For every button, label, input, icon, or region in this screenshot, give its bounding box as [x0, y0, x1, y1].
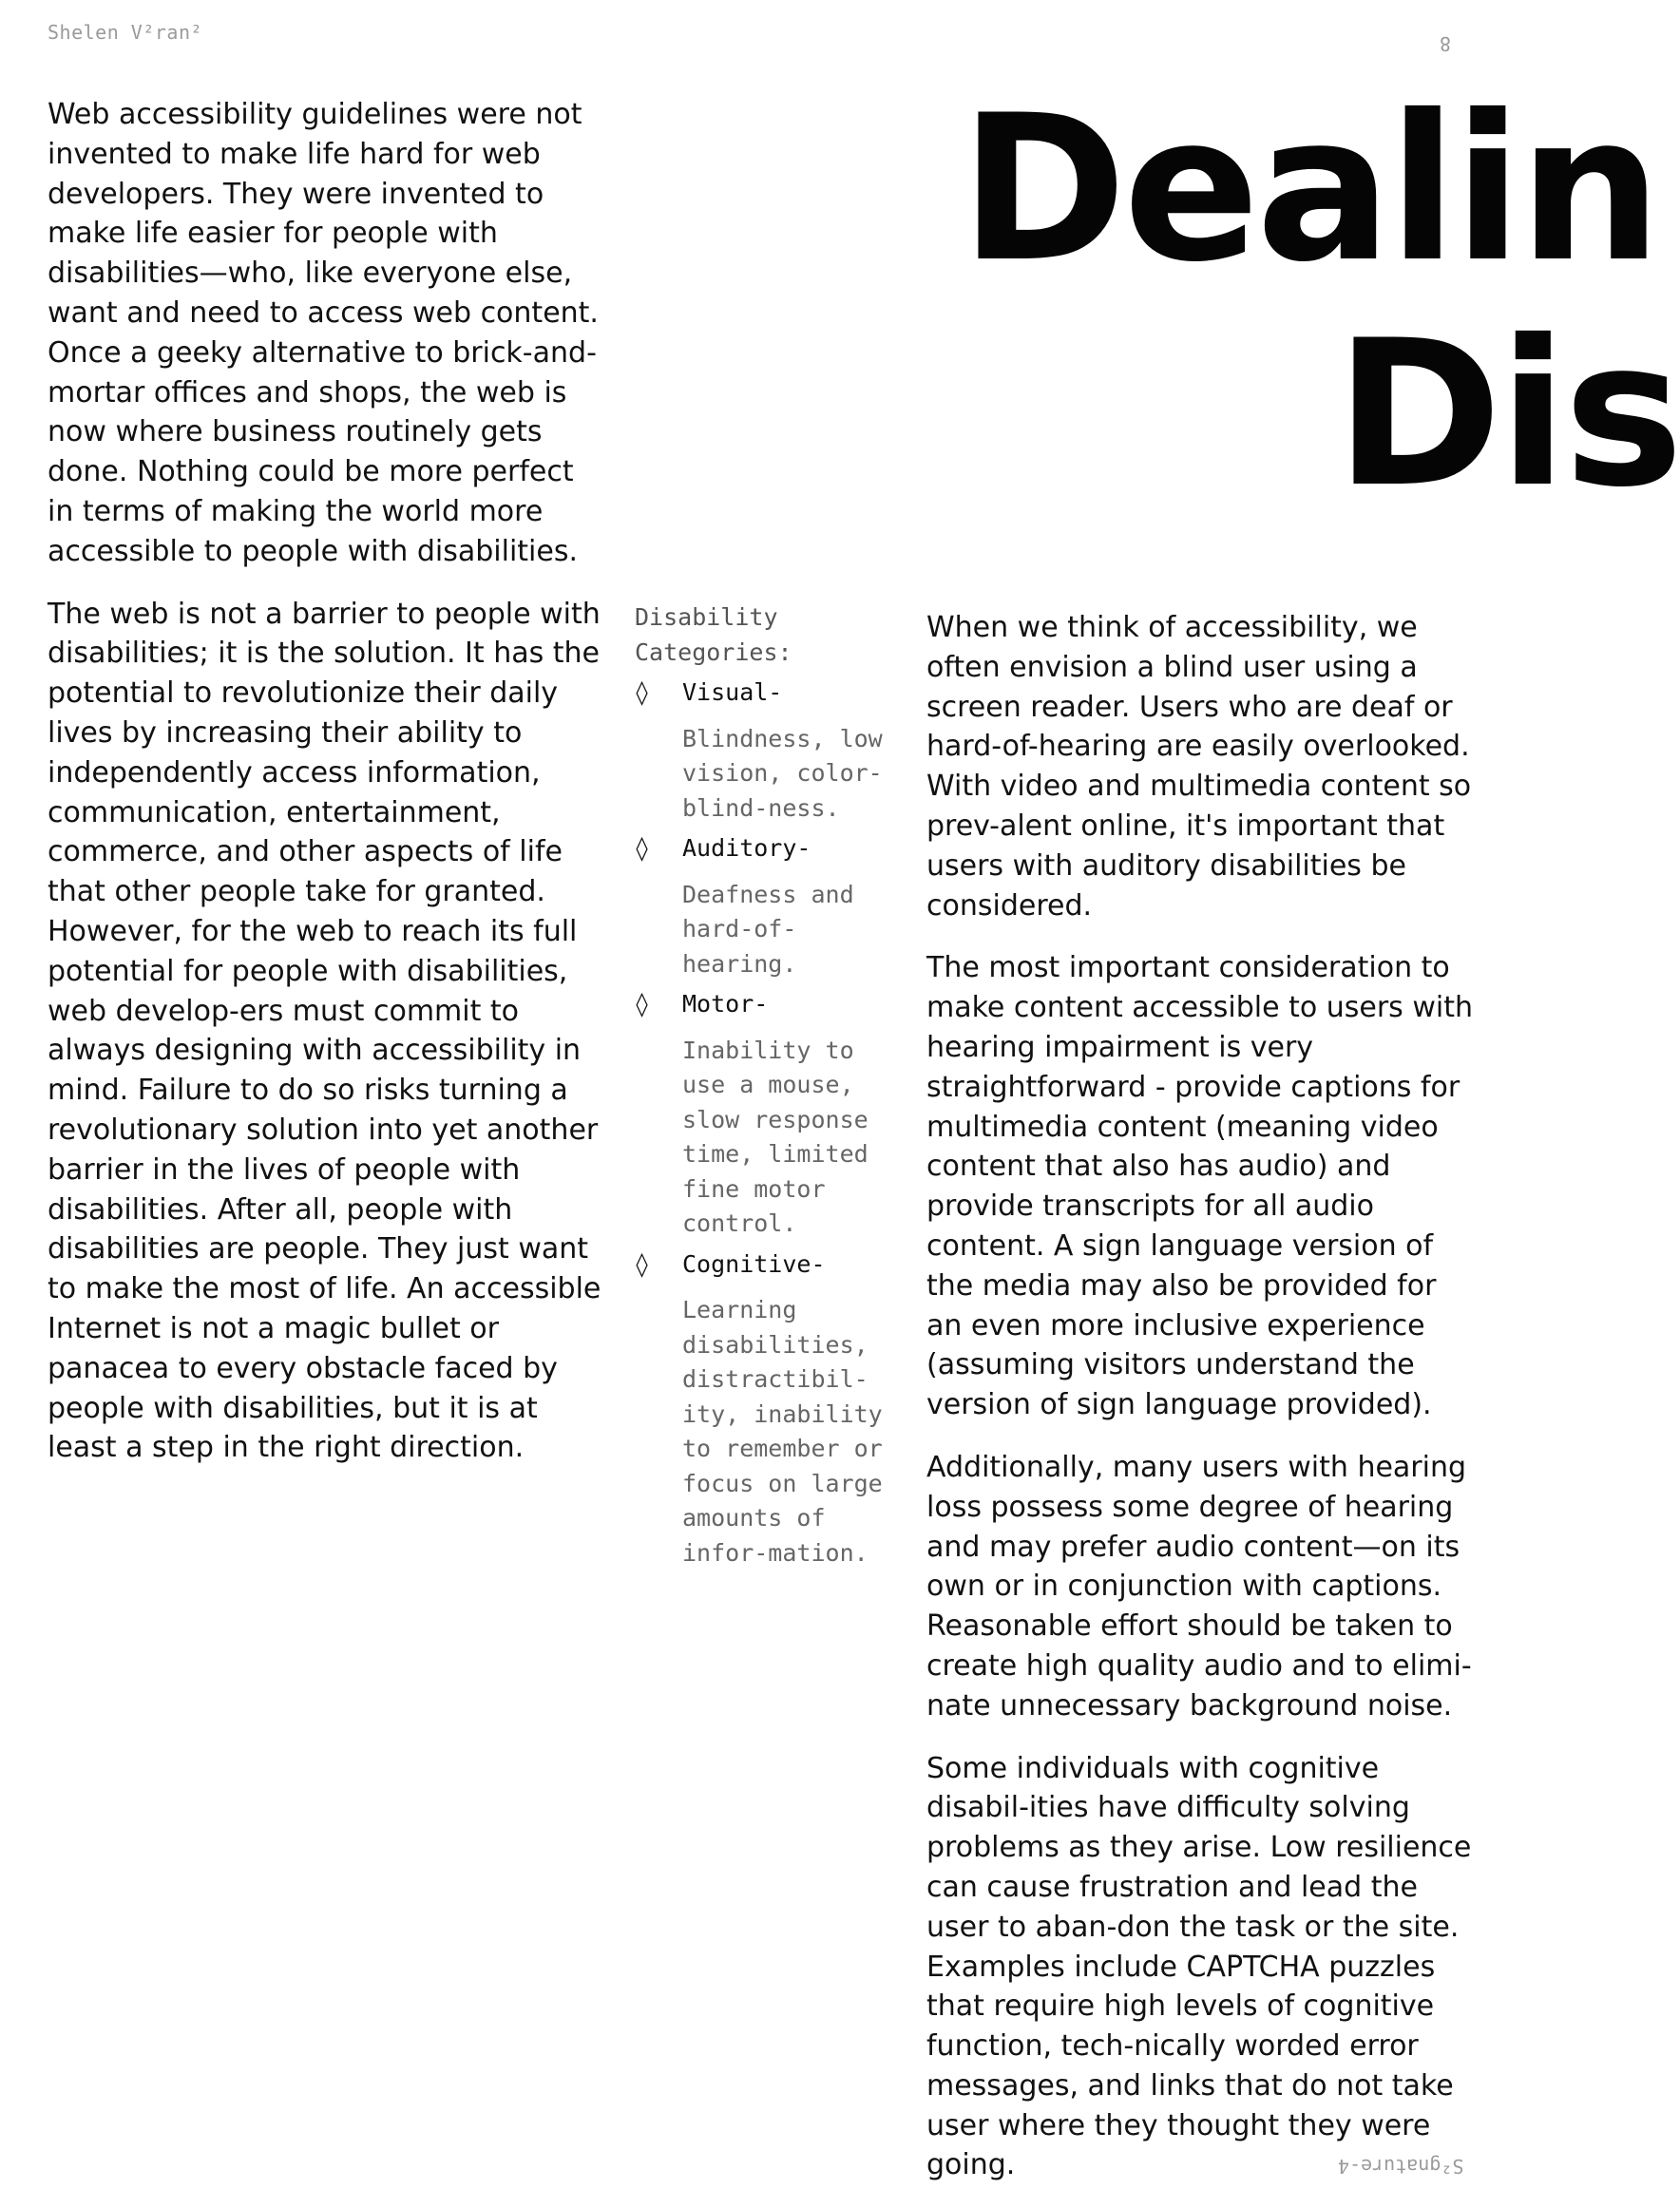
category-auditory — [635, 831, 896, 981]
category-name: Auditory- — [682, 834, 811, 862]
page-title-line-2: Dis — [1335, 296, 1680, 532]
diamond-bullet-icon: ◊ — [635, 1249, 650, 1278]
category-motor — [635, 987, 896, 1242]
page-title — [960, 71, 1680, 532]
category-cognitive — [635, 1247, 896, 1571]
left-column — [48, 95, 608, 1491]
category-name: Cognitive- — [682, 1249, 826, 1278]
page-number: 8 — [1440, 32, 1452, 55]
category-description: Blindness, low vision, color-blind-ness. — [682, 724, 883, 822]
disability-categories-sidebar — [635, 600, 896, 1576]
audio-quality-paragraph: Additionally, many users with hearing loss possess some degree of hearing and may prefer audio content—on its own or in conjunction with captions. Reasonable effort should be taken to create high quality audio and to elimi-nate unnecessary background noise. — [926, 1450, 1472, 1723]
category-description: Inability to use a mouse, slow response time, limited fine motor control. — [682, 1036, 869, 1237]
captions-paragraph: The most important consideration to make content accessible to users with hearing impairment is very straightforward - provide captions for multimedia content (meaning video content that also has audio) and provide transcripts for all audio content. A sign language version of the media may also be provided for an even more inclusive experience (assuming visitors understand the version of sign language provided). — [926, 951, 1473, 1422]
category-visual — [635, 676, 896, 826]
sidebar-heading: Disability Categories: — [635, 603, 792, 666]
category-name: Motor- — [682, 990, 769, 1018]
page-title-line-1: Dealin — [960, 71, 1659, 306]
web-solution-paragraph: The web is not a barrier to people with disabilities; it is the solution. It has the potential to revolutionize their daily lives by increasing their ability to independently access information, communication, entertainment, commerce, and other aspects of life that other people take for granted. However, for the web to reach its full potential for people with disabilities, web develop-ers must commit to always designing with accessibility in mind. Failure to do so risks turning a revolutionary solution into yet another barrier in the lives of people with disabilities. After all, people with disabilities are people. They just want to make the most of life. An accessible Internet is not a magic bullet or panacea to every obstacle faced by people with disabilities, but it is at least a step in the right direction. — [48, 597, 601, 1465]
diamond-bullet-icon: ◊ — [635, 678, 650, 706]
author-name: Shelen V²ran² — [48, 21, 203, 44]
cognitive-paragraph: Some individuals with cognitive disabil-ities have difficulty solving problems as they arise. Low resilience can cause frustration and lead the user to aban-don the task or the site. Examples include CAPTCHA puzzles that require high levels of cognitive function, tech-nically worded error messages, and links that do not take user where they thought they were going. — [926, 1751, 1472, 2182]
category-description: Learning disabilities, distractibil-ity, inability to remember or focus on large amounts of infor-mation. — [682, 1296, 883, 1567]
diamond-bullet-icon: ◊ — [635, 834, 650, 862]
accessibility-overview-paragraph: When we think of accessibility, we often envision a blind user using a screen reader. Users who are deaf or hard-of-hearing are easily overlooked. With video and multimedia content so prev-alent online, it's important that users with auditory disabilities be considered. — [926, 611, 1472, 923]
category-name: Visual- — [682, 678, 783, 706]
signature-mark: S²gnature-4 — [1338, 2155, 1464, 2178]
diamond-bullet-icon: ◊ — [635, 990, 650, 1018]
intro-paragraph: Web accessibility guidelines were not invented to make life hard for web developers. They were invented to make life easier for people with disabilities—who, like everyone else, want and need to access web content. Once a geeky alternative to brick-and-mortar offices and shops, the web is now where business routinely gets done. Nothing could be more perfect in terms of making the world more accessible to people with disabilities. — [48, 98, 599, 568]
right-column — [926, 608, 1473, 2208]
category-description: Deafness and hard-of-hearing. — [682, 880, 854, 978]
